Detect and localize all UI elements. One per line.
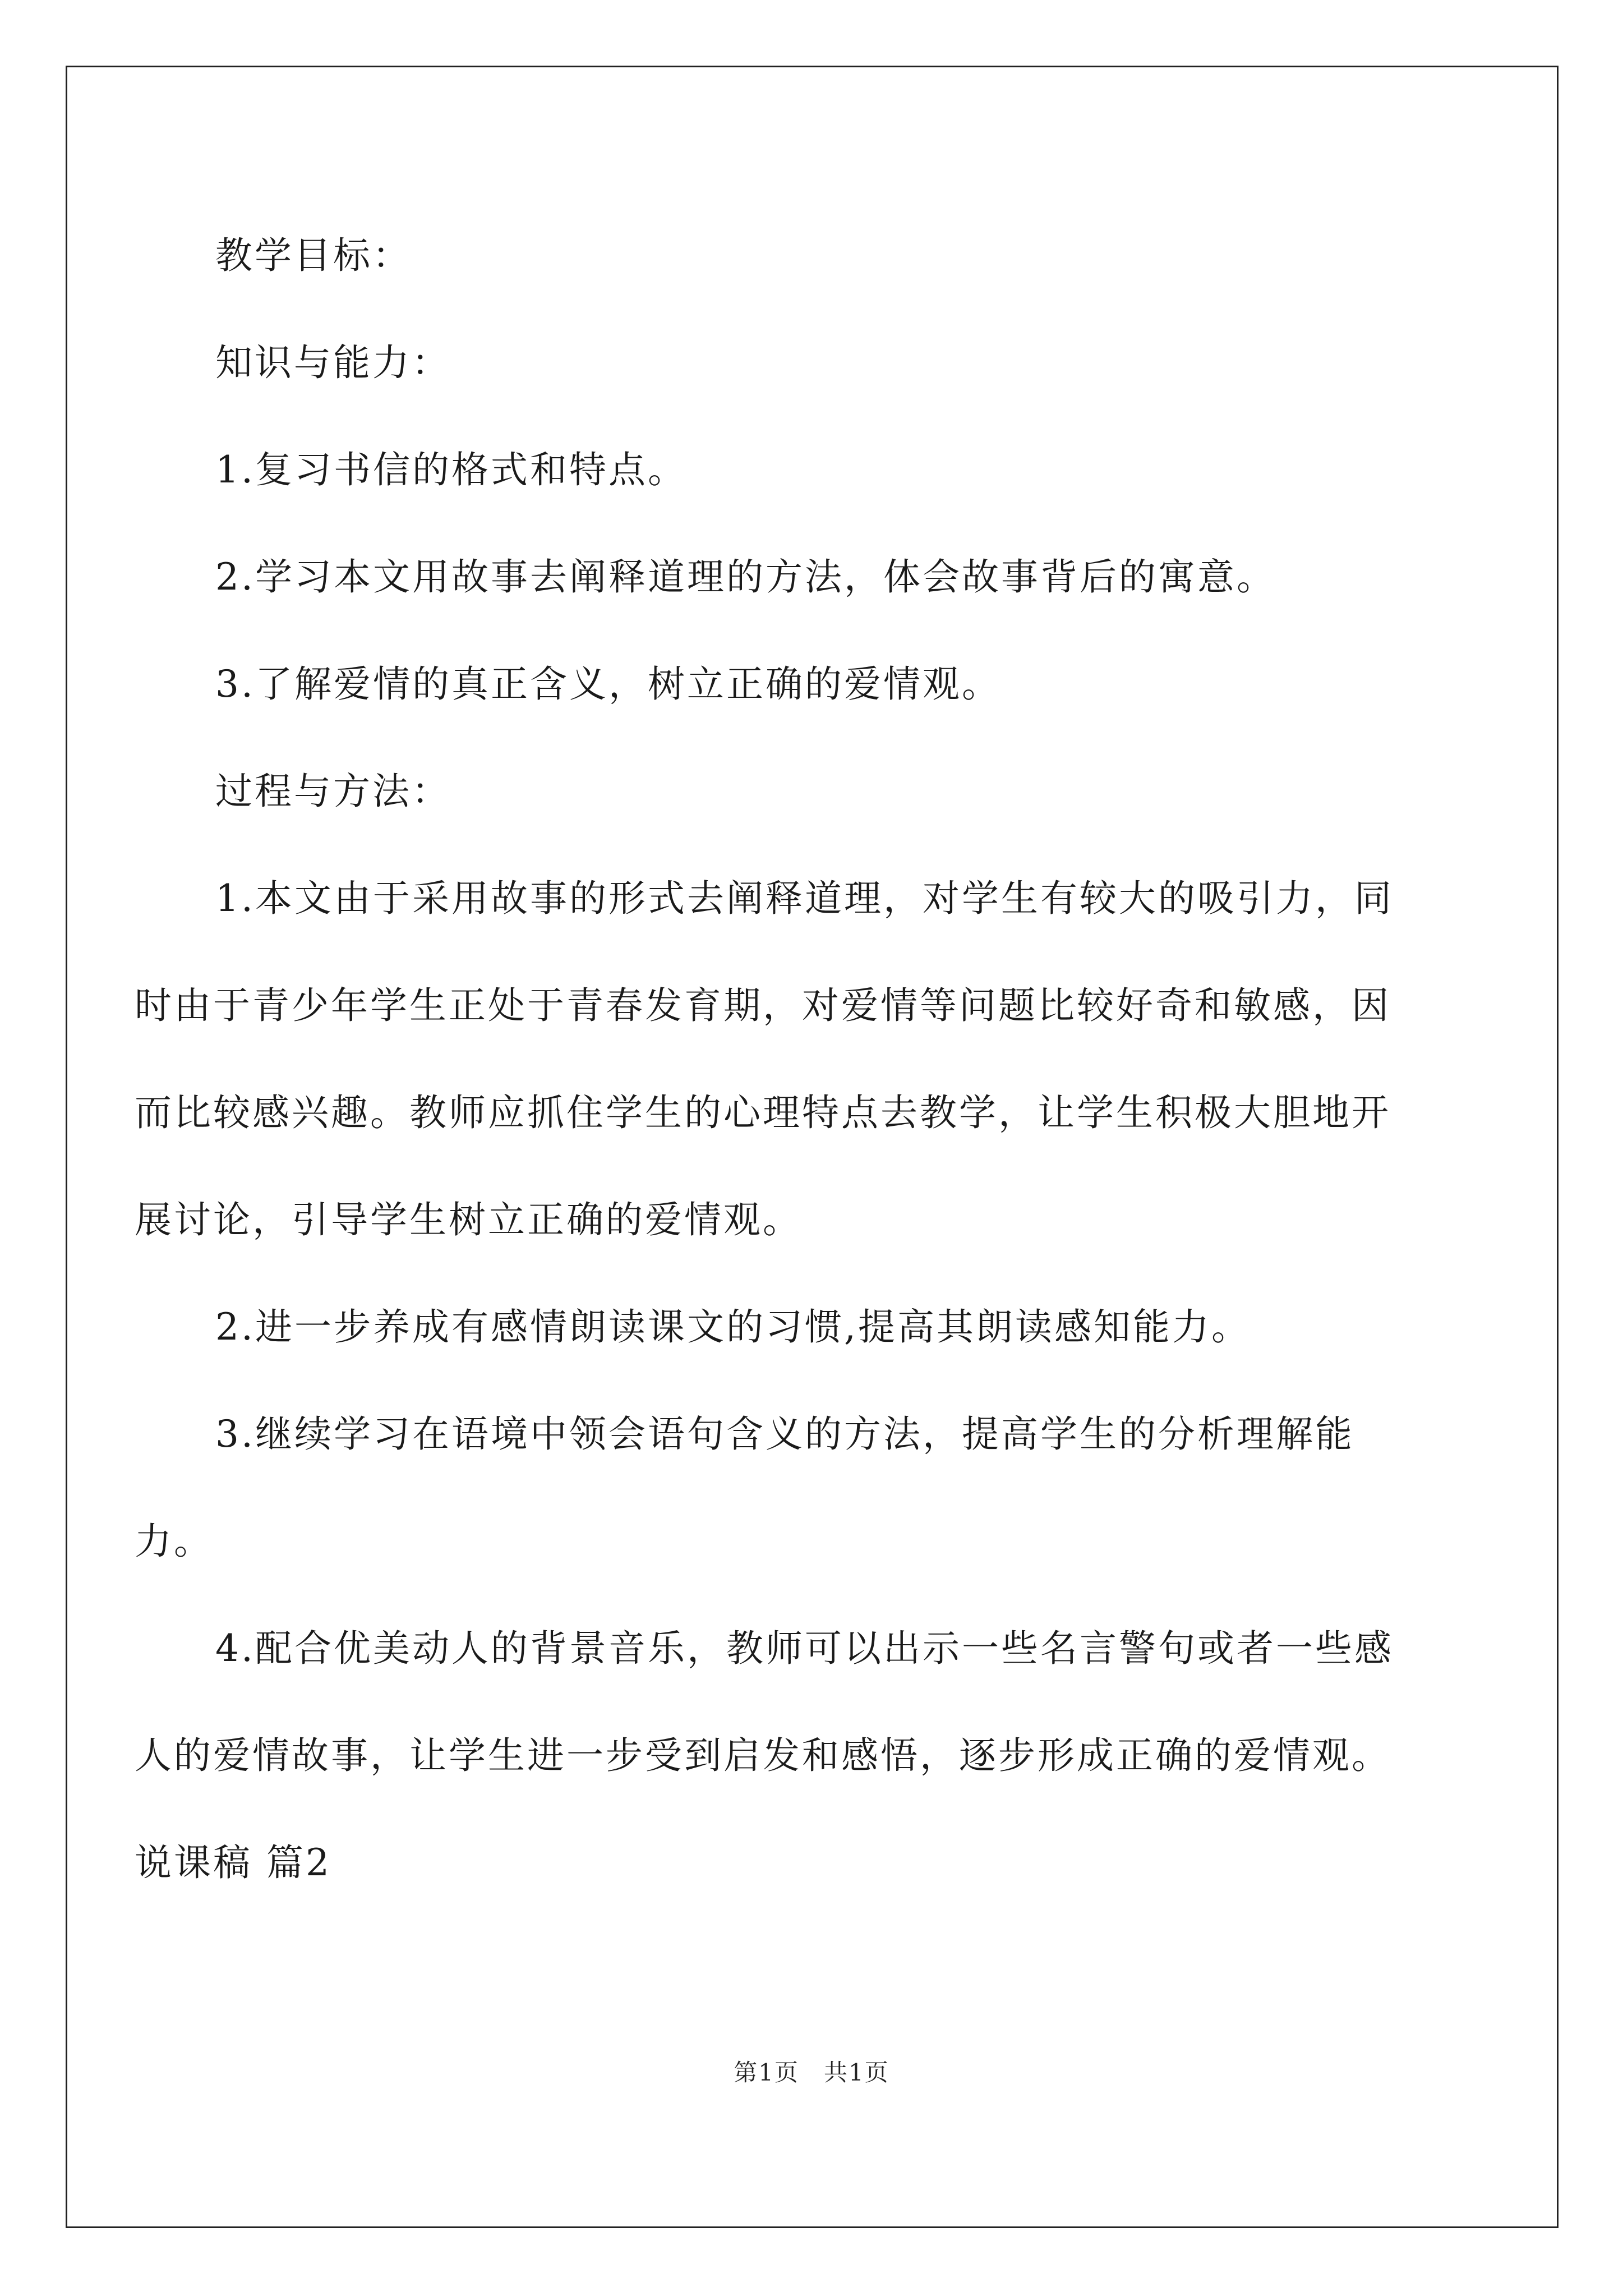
paragraph-item: 2.进一步养成有感情朗读课文的习惯,提高其朗读感知能力。 bbox=[215, 1305, 1251, 1349]
paragraph-knowledge-ability: 知识与能力： bbox=[215, 341, 451, 384]
paragraph-item: 1.本文由于采用故事的形式去阐释道理，对学生有较大的吸引力，同时由于青少年学生正处于青春发育期，对爱情等问题比较好奇和敏感，因而比较感兴趣。教师应抓住学生的心理特点去教学，让学生积极大胆地开展讨论，引导学生树立正确的爱情观。 bbox=[135, 877, 1394, 1241]
paragraph-item: 1.复习书信的格式和特点。 bbox=[215, 448, 687, 491]
document-body bbox=[135, 202, 1428, 1916]
paragraph-item: 3.了解爱情的真正含义，树立正确的爱情观。 bbox=[215, 662, 1001, 706]
paragraph-process-method: 过程与方法： bbox=[215, 770, 451, 813]
paragraph-teaching-goals: 教学目标： bbox=[215, 234, 412, 277]
paragraph-item: 4.配合优美动人的背景音乐，教师可以出示一些名言警句或者一些感人的爱情故事，让学生进一步受到启发和感悟，逐步形成正确的爱情观。 bbox=[135, 1627, 1394, 1777]
paragraph-item: 3.继续学习在语境中领会语句含义的方法，提高学生的分析理解能力。 bbox=[135, 1412, 1354, 1563]
paragraph-item: 2.学习本文用故事去阐释道理的方法，体会故事背后的寓意。 bbox=[215, 555, 1276, 599]
section-heading: 说课稿 篇2 bbox=[135, 1841, 331, 1884]
page-number-footer: 第1页 共1页 bbox=[734, 2059, 889, 2086]
